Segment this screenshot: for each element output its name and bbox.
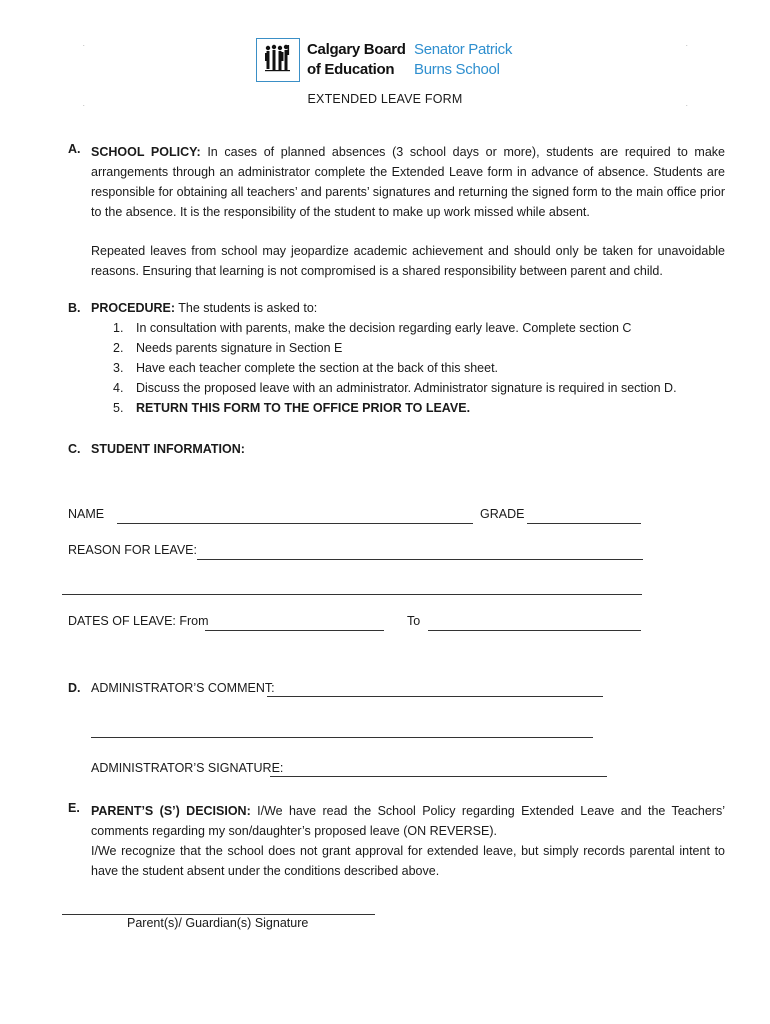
- section-c-letter: C.: [68, 442, 81, 456]
- cbe-logo-icon: [256, 38, 300, 82]
- section-e-letter: E.: [68, 801, 80, 815]
- reason-field[interactable]: [197, 559, 643, 560]
- date-from-field[interactable]: [205, 630, 384, 631]
- parent-signature-caption: Parent(s)/ Guardian(s) Signature: [127, 916, 309, 930]
- section-b-heading-row: [91, 301, 317, 315]
- section-e-text: I/We have read the School Policy regarding Extended Leave and the Teachers’ comments regarding my son/daughter’s proposed leave (ON REVERSE).: [91, 804, 725, 838]
- name-label: NAME: [68, 507, 105, 521]
- section-b-intro: The students is asked to:: [175, 301, 318, 315]
- step-number: 2.: [113, 341, 124, 355]
- corner-mark: .: [686, 102, 688, 108]
- date-to-field[interactable]: [428, 630, 641, 631]
- step-number: 1.: [113, 321, 124, 335]
- section-e-decision: [91, 801, 725, 841]
- reason-label: REASON FOR LEAVE:: [68, 543, 197, 557]
- admin-comment-field[interactable]: [267, 696, 603, 697]
- school-name-line2: Burns School: [414, 61, 500, 78]
- dates-to-label: To: [407, 614, 421, 628]
- org-name-line1: Calgary Board: [307, 41, 406, 58]
- school-name-line1: Senator Patrick: [414, 41, 513, 58]
- corner-mark: .: [686, 42, 688, 48]
- section-e-text2: I/We recognize that the school does not grant approval for extended leave, but simply records parental intent to have the student absent under the conditions described above.: [91, 844, 725, 878]
- step-text: RETURN THIS FORM TO THE OFFICE PRIOR TO LEAVE.: [136, 401, 471, 415]
- org-name-line2: of Education: [307, 61, 395, 78]
- step-text: Needs parents signature in Section E: [136, 341, 343, 355]
- step-number: 5.: [113, 401, 124, 415]
- section-a-text2: Repeated leaves from school may jeopardize academic achievement and should only be taken for unavoidable reasons. Ensuring that learning is not compromised is a shared responsibility between parent and child.: [91, 244, 725, 278]
- admin-signature-field[interactable]: [270, 776, 607, 777]
- step-text: In consultation with parents, make the decision regarding early leave. Complete section C: [136, 321, 632, 335]
- section-b-letter: B.: [68, 301, 81, 315]
- section-a-heading: SCHOOL POLICY:: [91, 145, 201, 159]
- section-e-heading: PARENT’S (S’) DECISION:: [91, 804, 251, 818]
- step-number: 3.: [113, 361, 124, 375]
- admin-signature-label: ADMINISTRATOR’S SIGNATURE:: [91, 761, 284, 775]
- step-text: Discuss the proposed leave with an administrator. Administrator signature is required in section D.: [136, 381, 677, 395]
- step-number: 4.: [113, 381, 124, 395]
- grade-field[interactable]: [527, 523, 641, 524]
- admin-comment-field-line2[interactable]: [91, 737, 593, 738]
- step-text: Have each teacher complete the section at the back of this sheet.: [136, 361, 499, 375]
- form-title: EXTENDED LEAVE FORM: [307, 92, 463, 106]
- parent-signature-field[interactable]: [62, 914, 375, 915]
- name-field[interactable]: [117, 523, 473, 524]
- section-c-heading: STUDENT INFORMATION:: [91, 442, 245, 456]
- grade-label: GRADE: [480, 507, 525, 521]
- school-name: [414, 40, 512, 80]
- section-a-letter: A.: [68, 142, 81, 156]
- corner-mark: .: [83, 42, 85, 48]
- org-name: [307, 40, 406, 80]
- section-a-policy: [91, 142, 725, 222]
- section-b-heading: PROCEDURE:: [91, 301, 176, 315]
- section-a-text: In cases of planned absences (3 school days or more), students are required to make arrangements through an administrator complete the Extended Leave form in advance of absence. Students are responsible for obtaining all teachers’ and parents’ signatures and returning the signed form to the main office prior to the absence. It is the responsibility of the student to make up work missed while absent.: [91, 145, 725, 219]
- dates-from-label: DATES OF LEAVE: From: [68, 614, 209, 628]
- reason-field-line2[interactable]: [62, 594, 642, 595]
- section-d-letter: D.: [68, 681, 81, 695]
- admin-comment-label: ADMINISTRATOR’S COMMENT:: [91, 681, 275, 695]
- corner-mark: .: [83, 102, 85, 108]
